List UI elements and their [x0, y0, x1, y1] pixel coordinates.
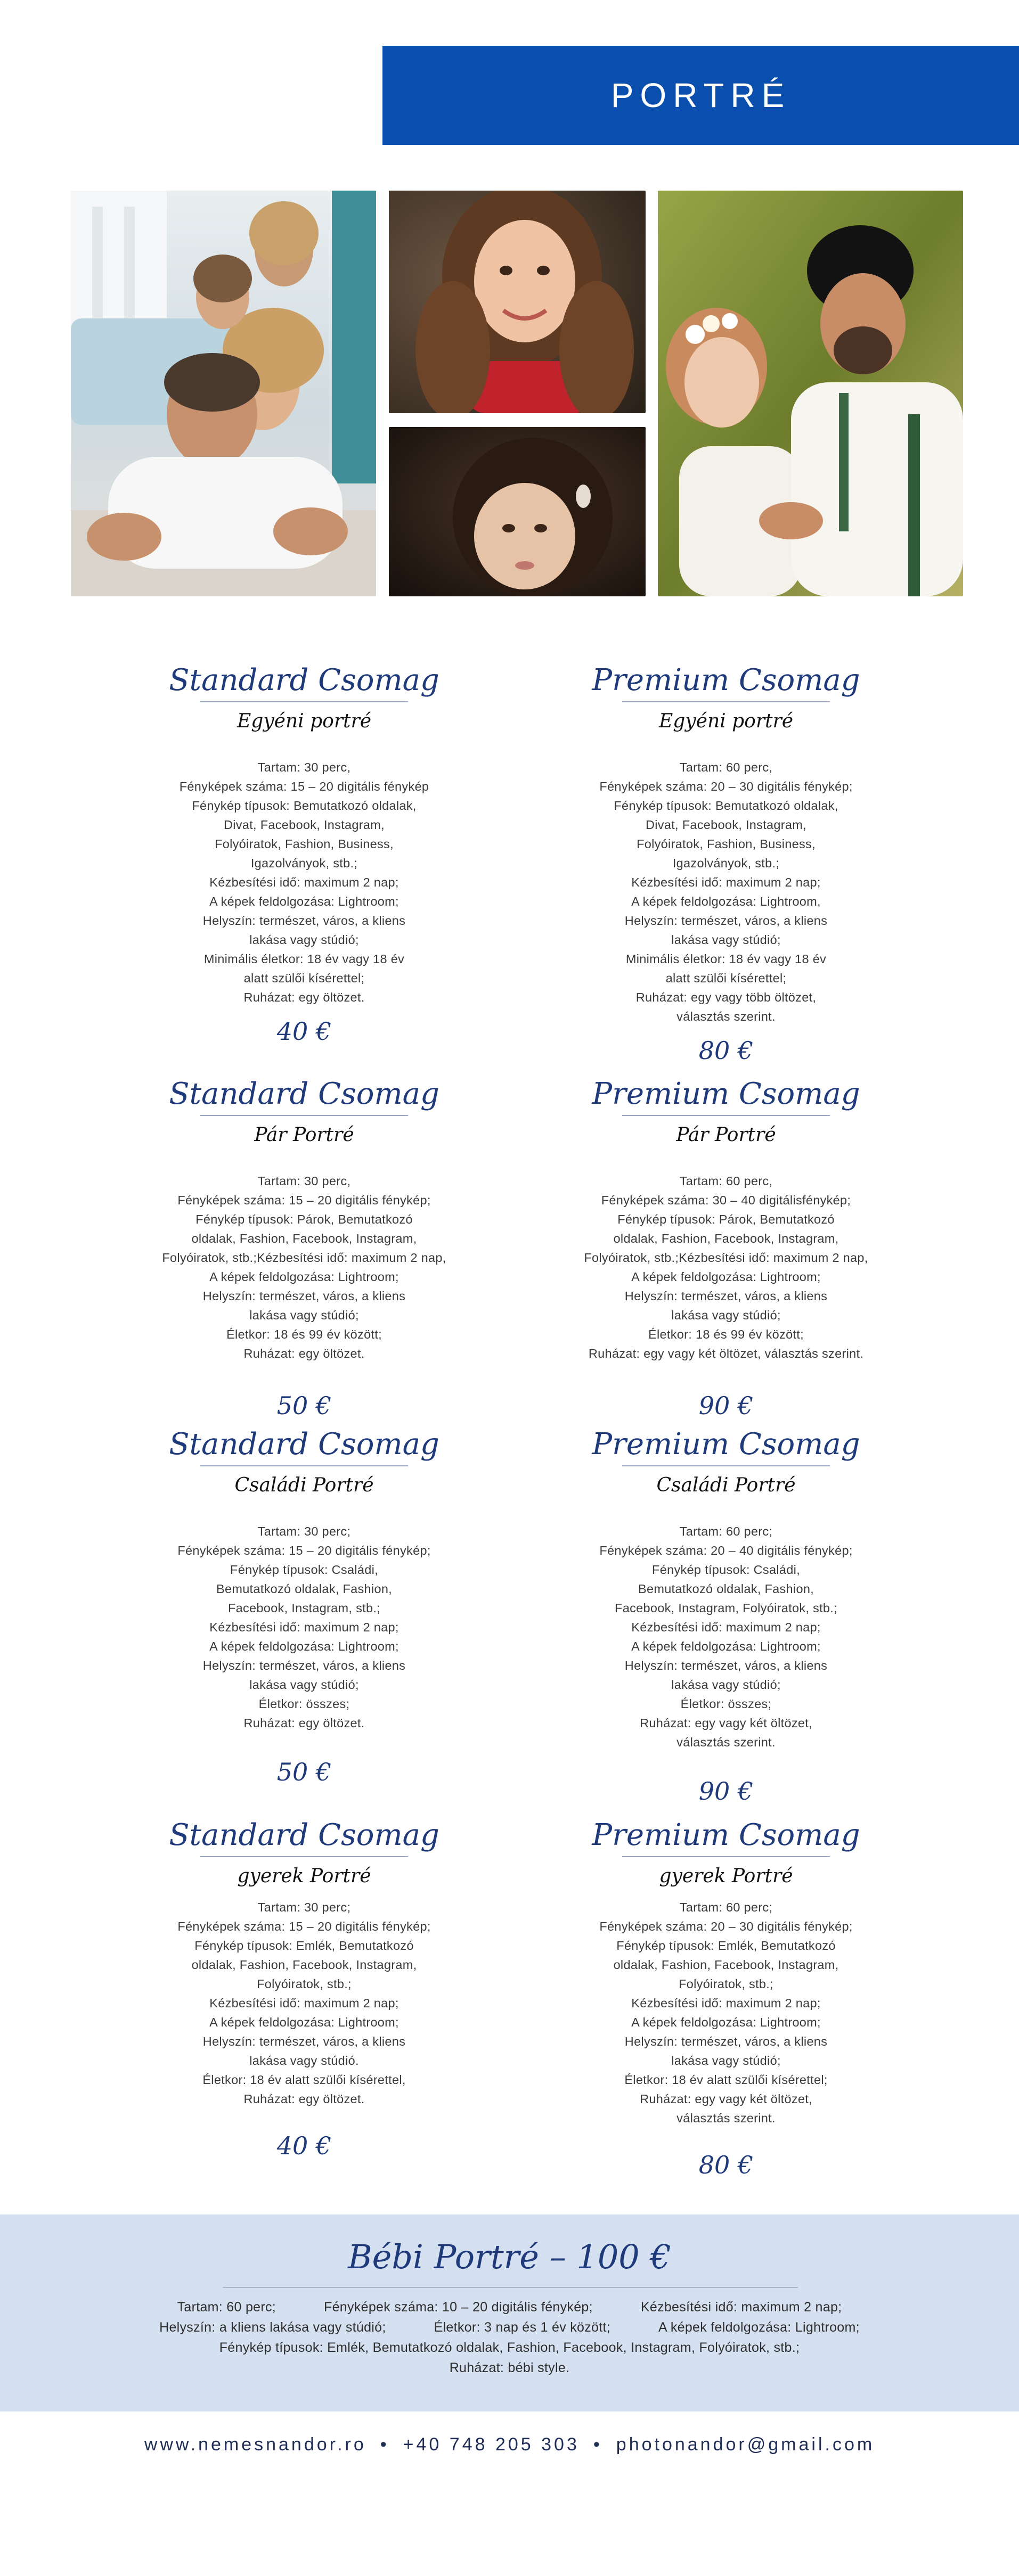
girl-looking-up-photo	[389, 427, 646, 596]
package-title: Standard Csomag	[169, 1077, 439, 1111]
package-subtitle: Pár Portré	[254, 1124, 354, 1146]
baby-title: Bébi Portré – 100 €	[348, 2237, 671, 2276]
baby-detail: Kézbesítési idő: maximum 2 nap;	[640, 2300, 842, 2315]
package-premium-par	[534, 1076, 918, 1422]
package-description: Tartam: 30 perc; Fényképek száma: 15 – 20 digitális fénykép; Fénykép típusok: Családi, Bemutatkozó oldalak, Fashion, Facebook, Instagram, stb.; Kézbesítési idő: maximum 2 nap; A képek feldolgozása: Lightroom; Helyszín: természet, város, a kliens lakása vagy stúdió; Életkor: összes; Ruházat: egy öltözet.	[177, 1524, 431, 1730]
package-subtitle: Egyéni portré	[237, 710, 372, 732]
baby-details-row: Fénykép típusok: Emlék, Bemutatkozó oldalak, Fashion, Facebook, Instagram, Folyóiratok, stb.;	[219, 2340, 800, 2355]
divider	[622, 701, 830, 702]
divider	[622, 1465, 830, 1466]
baby-details-row	[0, 2298, 1019, 2317]
package-premium-csaladi	[534, 1426, 918, 1807]
package-title: Premium Csomag	[592, 1818, 860, 1852]
package-subtitle: Családi Portré	[656, 1474, 796, 1496]
package-description: Tartam: 30 perc, Fényképek száma: 15 – 20 digitális fénykép; Fénykép típusok: Párok, Bemutatkozó oldalak, Fashion, Facebook, Instagram, Folyóiratok, stb.;Kézbesítési idő: maximum 2 nap, A képek feldolgozása: Lightroom; Helyszín: természet, város, a kliens lakása vagy stúdió; Életkor: 18 és 99 év között; Ruházat: egy öltözet.	[162, 1174, 446, 1360]
package-title: Standard Csomag	[169, 1427, 439, 1462]
package-price: 40 €	[276, 1017, 332, 1046]
package-price: 50 €	[276, 1758, 332, 1786]
separator: •	[380, 2434, 389, 2455]
baby-detail: Helyszín: a kliens lakása vagy stúdió;	[159, 2320, 386, 2335]
baby-details-row	[0, 2318, 1019, 2337]
package-description: Tartam: 60 perc, Fényképek száma: 20 – 30 digitális fénykép; Fénykép típusok: Bemutatkozó oldalak, Divat, Facebook, Instagram, Folyóiratok, Fashion, Business, Igazolványok, stb.; Kézbesítési idő: maximum 2 nap; A képek feldolgozása: Lightroom, Helyszín: természet, város, a kliens lakása vagy stúdió; Minimális életkor: 18 év vagy 18 év alatt szülői kísérettel; Ruházat: egy vagy több öltözet, választás szerint.	[599, 760, 853, 1023]
package-standard-egyeni	[112, 662, 496, 1047]
girl-red-dress-photo	[389, 191, 646, 413]
package-subtitle: gyerek Portré	[237, 1865, 371, 1887]
baby-details-row: Ruházat: bébi style.	[449, 2360, 570, 2375]
couple-photo	[658, 191, 963, 596]
package-premium-egyeni	[534, 662, 918, 1067]
email-link[interactable]: photonandor@gmail.com	[616, 2434, 875, 2455]
package-standard-csaladi	[112, 1426, 496, 1788]
divider	[223, 2287, 798, 2288]
contact-footer	[0, 2431, 1019, 2458]
package-standard-gyerek	[112, 1817, 496, 2162]
package-description: Tartam: 30 perc, Fényképek száma: 15 – 20 digitális fénykép Fénykép típusok: Bemutatkozó oldalak, Divat, Facebook, Instagram, Folyóiratok, Fashion, Business, Igazolványok, stb.; Kézbesítési idő: maximum 2 nap; A képek feldolgozása: Lightroom; Helyszín: természet, város, a kliens lakása vagy stúdió; Minimális életkor: 18 év vagy 18 év alatt szülői kísérettel; Ruházat: egy öltözet.	[179, 760, 429, 1004]
package-price: 50 €	[276, 1391, 332, 1420]
package-subtitle: Pár Portré	[676, 1124, 776, 1146]
separator: •	[593, 2434, 602, 2455]
divider	[200, 701, 408, 702]
divider	[200, 1856, 408, 1857]
header-bar	[382, 46, 1019, 145]
package-subtitle: Egyéni portré	[658, 710, 794, 732]
divider	[622, 1115, 830, 1116]
package-price: 80 €	[698, 1036, 754, 1065]
baby-portrait-section	[0, 2214, 1019, 2411]
divider	[622, 1856, 830, 1857]
page-title: PORTRÉ	[610, 76, 791, 114]
package-title: Premium Csomag	[592, 1077, 860, 1111]
phone-number[interactable]: +40 748 205 303	[403, 2434, 580, 2455]
baby-detail: Életkor: 3 nap és 1 év között;	[434, 2320, 610, 2335]
package-subtitle: Családi Portré	[234, 1474, 374, 1496]
package-description: Tartam: 60 perc; Fényképek száma: 20 – 30 digitális fénykép; Fénykép típusok: Emlék, Bemutatkozó oldalak, Fashion, Facebook, Instagram, Folyóiratok, stb.; Kézbesítési idő: maximum 2 nap; A képek feldolgozása: Lightroom; Helyszín: természet, város, a kliens lakása vagy stúdió; Életkor: 18 év alatt szülői kísérettel; Ruházat: egy vagy két öltözet, választás szerint.	[599, 1900, 853, 2125]
website-link[interactable]: www.nemesnandor.ro	[144, 2434, 366, 2455]
family-photo	[71, 191, 376, 596]
divider	[200, 1115, 408, 1116]
package-title: Premium Csomag	[592, 1427, 860, 1462]
baby-detail: A képek feldolgozása: Lightroom;	[658, 2320, 860, 2335]
package-description: Tartam: 30 perc; Fényképek száma: 15 – 20 digitális fénykép; Fénykép típusok: Emlék, Bemutatkozó oldalak, Fashion, Facebook, Instagram, Folyóiratok, stb.; Kézbesítési idő: maximum 2 nap; A képek feldolgozása: Lightroom; Helyszín: természet, város, a kliens lakása vagy stúdió. Életkor: 18 év alatt szülői kísérettel, Ruházat: egy öltözet.	[177, 1900, 431, 2106]
package-price: 90 €	[698, 1391, 754, 1420]
package-price: 90 €	[698, 1777, 754, 1806]
baby-detail: Fényképek száma: 10 – 20 digitális fénykép;	[324, 2300, 593, 2315]
baby-detail: Tartam: 60 perc;	[177, 2300, 276, 2315]
divider	[200, 1465, 408, 1466]
package-price: 40 €	[276, 2131, 332, 2160]
package-price: 80 €	[698, 2151, 754, 2179]
package-title: Standard Csomag	[169, 663, 439, 698]
package-description: Tartam: 60 perc; Fényképek száma: 20 – 40 digitális fénykép; Fénykép típusok: Családi, Bemutatkozó oldalak, Fashion, Facebook, Instagram, Folyóiratok, stb.; Kézbesítési idő: maximum 2 nap; A képek feldolgozása: Lightroom; Helyszín: természet, város, a kliens lakása vagy stúdió; Életkor: összes; Ruházat: egy vagy két öltözet, választás szerint.	[599, 1524, 853, 1749]
package-title: Standard Csomag	[169, 1818, 439, 1852]
package-description: Tartam: 60 perc, Fényképek száma: 30 – 40 digitálisfénykép; Fénykép típusok: Párok, Bemutatkozó oldalak, Fashion, Facebook, Instagram, Folyóiratok, stb.;Kézbesítési idő: maximum 2 nap, A képek feldolgozása: Lightroom; Helyszín: természet, város, a kliens lakása vagy stúdió; Életkor: 18 és 99 év között; Ruházat: egy vagy két öltözet, választás szerint.	[584, 1174, 868, 1360]
package-premium-gyerek	[534, 1817, 918, 2181]
package-title: Premium Csomag	[592, 663, 860, 698]
package-subtitle: gyerek Portré	[659, 1865, 793, 1887]
package-standard-par	[112, 1076, 496, 1422]
